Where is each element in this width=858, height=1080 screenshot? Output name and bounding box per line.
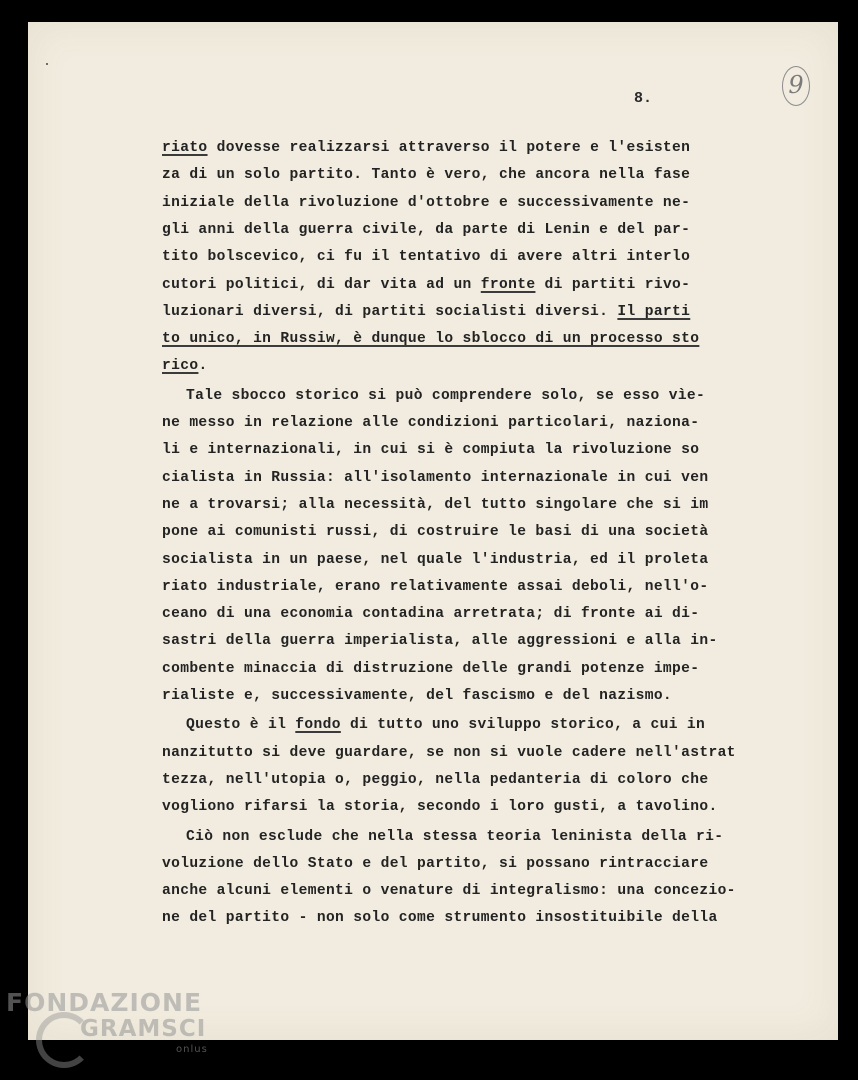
- text-line: [162, 358, 208, 374]
- watermark-line-2: GRAMSCI: [80, 1016, 207, 1042]
- watermark-logo: [6, 988, 216, 1068]
- text-line: [162, 140, 690, 156]
- text-line: [162, 661, 699, 677]
- text-line: [162, 304, 690, 320]
- text-run: combente minaccia di distruzione delle grandi potenze impe-: [162, 660, 700, 677]
- text-run: cialista in Russia: all'isolamento internazionale in cui ven: [162, 469, 709, 486]
- text-run: dovesse realizzarsi attraverso il potere e l'esisten: [207, 140, 691, 156]
- text-run: Ciò non esclude che nella stessa teoria leninista della ri-: [186, 828, 724, 845]
- text-line: [162, 497, 708, 513]
- watermark-line-1: FONDAZIONE: [6, 988, 203, 1017]
- text-run: Tale sbocco storico si può comprendere solo, se esso vìe-: [186, 387, 706, 404]
- text-run: luzionari diversi, di partiti socialisti diversi.: [162, 303, 618, 320]
- text-line: [186, 717, 705, 733]
- text-run: pone ai comunisti russi, di costruire le basi di una società: [162, 524, 709, 541]
- text-run: ne del partito - non solo come strumento insostituibile della: [162, 910, 718, 927]
- text-run: tito bolscevico, ci fu il tentativo di avere altri interlo: [162, 249, 691, 266]
- text-line: [162, 579, 708, 595]
- underlined-phrase: to unico, in Russiw, è dunque lo sblocco di un processo sto: [162, 331, 700, 348]
- text-run: nanzitutto si deve guardare, se non si vuole cadere nell'astrat: [162, 744, 736, 761]
- text-line: [162, 277, 690, 293]
- text-line: [162, 910, 718, 926]
- text-line: [162, 772, 708, 788]
- text-run: cutori politici, di dar vita ad un: [162, 276, 481, 293]
- watermark-line-3: onlus: [176, 1044, 208, 1055]
- text-run: anche alcuni elementi o venature di integralismo: una concezio-: [162, 883, 736, 900]
- text-run: tezza, nell'utopia o, peggio, nella pedanteria di coloro che: [162, 771, 709, 788]
- text-run: di partiti rivo-: [535, 276, 691, 293]
- text-line: [162, 415, 699, 431]
- text-run: za di un solo partito. Tanto è vero, che ancora nella fase: [162, 167, 691, 184]
- text-line: [186, 829, 723, 845]
- text-line: [162, 331, 699, 347]
- text-line: [162, 524, 708, 540]
- text-run: Questo è il: [186, 717, 296, 734]
- text-line: [162, 633, 718, 649]
- underlined-phrase: Il parti: [617, 303, 691, 320]
- underlined-phrase: rico: [162, 358, 199, 375]
- text-line: [162, 195, 690, 211]
- text-run: riato industriale, erano relativamente assai deboli, nell'o-: [162, 578, 709, 595]
- text-line: [162, 222, 690, 238]
- text-run: iniziale della rivoluzione d'ottobre e successivamente ne-: [162, 194, 691, 211]
- text-line: [162, 745, 736, 761]
- text-run: ceano di una economia contadina arretrata; di fronte ai di-: [162, 606, 700, 623]
- text-run: vogliono rifarsi la storia, secondo i loro gusti, a tavolino.: [162, 799, 718, 816]
- text-line: [162, 552, 708, 568]
- text-line: [186, 388, 705, 404]
- text-run: voluzione dello Stato e del partito, si possano rintracciare: [162, 855, 709, 872]
- page-number: 8.: [634, 90, 653, 107]
- text-line: [162, 470, 708, 486]
- text-run: ne a trovarsi; alla necessità, del tutto singolare che si im: [162, 496, 709, 513]
- underlined-phrase: fondo: [295, 717, 341, 734]
- archive-page-number: 9: [782, 66, 810, 106]
- text-run: .: [198, 358, 208, 375]
- text-run: di tutto uno sviluppo storico, a cui in: [340, 717, 706, 734]
- text-run: li e internazionali, in cui si è compiuta la rivoluzione so: [162, 442, 700, 459]
- underlined-phrase: riato: [162, 140, 208, 156]
- text-line: [162, 883, 736, 899]
- text-line: [162, 688, 672, 704]
- text-run: rialiste e, successivamente, del fascismo e del nazismo.: [162, 688, 673, 704]
- text-line: [162, 856, 708, 872]
- underlined-phrase: fronte: [480, 276, 536, 293]
- text-run: socialista in un paese, nel quale l'industria, ed il proleta: [162, 551, 709, 568]
- text-line: [162, 249, 690, 265]
- text-line: [162, 606, 699, 622]
- text-run: ne messo in relazione alle condizioni particolari, naziona-: [162, 415, 700, 431]
- text-line: [162, 799, 718, 815]
- text-line: [162, 167, 690, 183]
- text-line: [162, 442, 699, 458]
- text-run: sastri della guerra imperialista, alle aggressioni e alla in-: [162, 633, 718, 650]
- text-run: gli anni della guerra civile, da parte di Lenin e del par-: [162, 221, 691, 238]
